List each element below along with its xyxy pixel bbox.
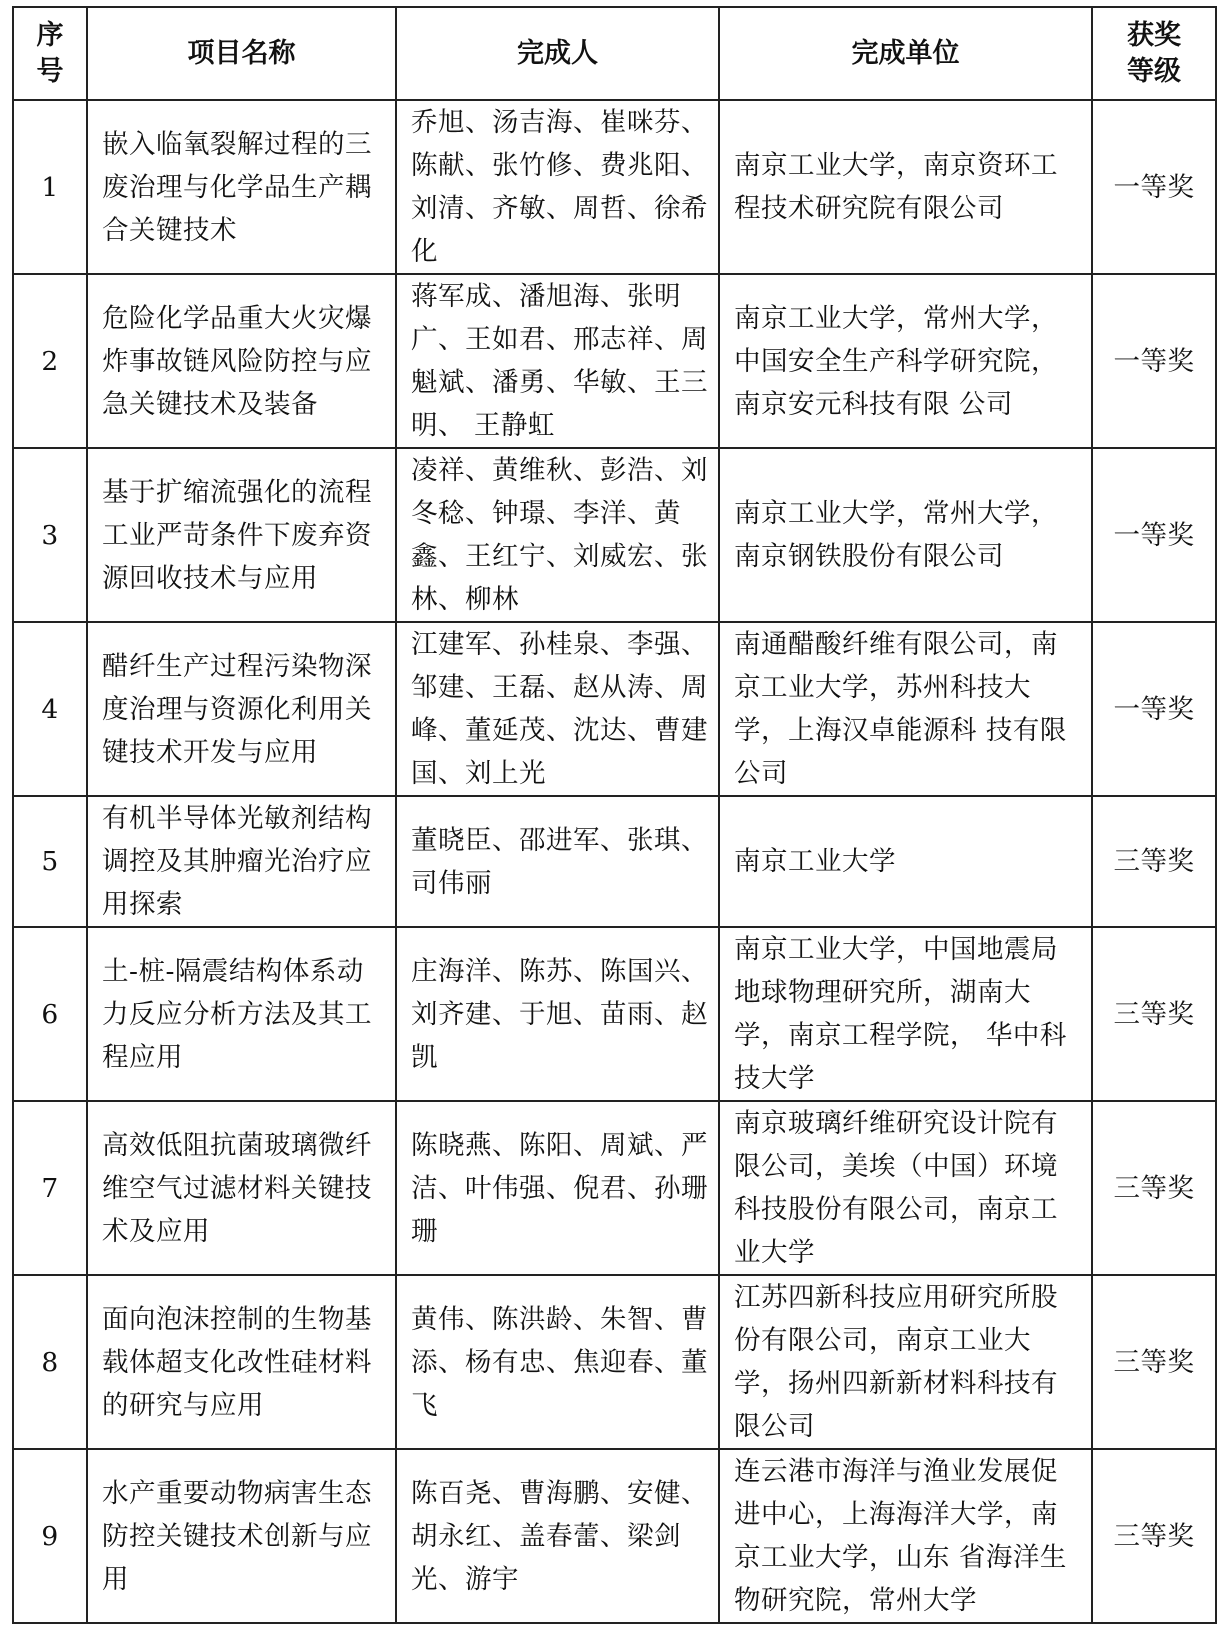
cell-level: 三等奖 [1092, 927, 1216, 1101]
cell-project: 高效低阻抗菌玻璃微纤维空气过滤材料关键技术及应用 [87, 1101, 396, 1275]
cell-index: 9 [13, 1449, 87, 1623]
table-row [13, 1101, 1216, 1275]
cell-level: 一等奖 [1092, 448, 1216, 622]
table-row [13, 622, 1216, 796]
cell-index: 1 [13, 100, 87, 274]
table-row [13, 448, 1216, 622]
cell-level: 一等奖 [1092, 622, 1216, 796]
cell-level: 一等奖 [1092, 274, 1216, 448]
cell-project: 水产重要动物病害生态防控关键技术创新与应用 [87, 1449, 396, 1623]
cell-units: 南京工业大学，常州大学，中国安全生产科学研究院，南京安元科技有限 公司 [719, 274, 1092, 448]
table-row [13, 100, 1216, 274]
cell-index: 3 [13, 448, 87, 622]
cell-units: 南京工业大学 [719, 796, 1092, 927]
header-units: 完成单位 [719, 7, 1092, 100]
cell-project: 危险化学品重大火灾爆炸事故链风险防控与应急关键技术及装备 [87, 274, 396, 448]
header-row [13, 7, 1216, 100]
table-row [13, 274, 1216, 448]
cell-people: 庄海洋、陈苏、陈国兴、刘齐建、于旭、苗雨、赵凯 [396, 927, 719, 1101]
cell-units: 南通醋酸纤维有限公司，南京工业大学，苏州科技大学，上海汉卓能源科 技有限公司 [719, 622, 1092, 796]
header-index: 序 号 [13, 7, 87, 100]
cell-people: 董晓臣、邵进军、张琪、司伟丽 [396, 796, 719, 927]
cell-units: 南京工业大学，南京资环工程技术研究院有限公司 [719, 100, 1092, 274]
table-row [13, 927, 1216, 1101]
header-project: 项目名称 [87, 7, 396, 100]
header-level: 获奖 等级 [1092, 7, 1216, 100]
cell-project: 嵌入临氧裂解过程的三废治理与化学品生产耦合关键技术 [87, 100, 396, 274]
cell-project: 面向泡沫控制的生物基载体超支化改性硅材料的研究与应用 [87, 1275, 396, 1449]
table-row [13, 1275, 1216, 1449]
cell-people: 凌祥、黄维秋、彭浩、刘冬稔、钟璟、李洋、黄鑫、王红宁、刘威宏、张林、柳林 [396, 448, 719, 622]
cell-project: 醋纤生产过程污染物深度治理与资源化利用关键技术开发与应用 [87, 622, 396, 796]
cell-level: 一等奖 [1092, 100, 1216, 274]
table-row [13, 1449, 1216, 1623]
cell-project: 土-桩-隔震结构体系动力反应分析方法及其工程应用 [87, 927, 396, 1101]
cell-people: 陈晓燕、陈阳、周斌、严洁、叶伟强、倪君、孙珊珊 [396, 1101, 719, 1275]
cell-people: 蒋军成、潘旭海、张明广、王如君、邢志祥、周魁斌、潘勇、华敏、王三明、 王静虹 [396, 274, 719, 448]
cell-project: 基于扩缩流强化的流程工业严苛条件下废弃资源回收技术与应用 [87, 448, 396, 622]
cell-people: 陈百尧、曹海鹏、安健、胡永红、盖春蕾、梁剑光、游宇 [396, 1449, 719, 1623]
cell-level: 三等奖 [1092, 1101, 1216, 1275]
cell-units: 南京工业大学，常州大学，南京钢铁股份有限公司 [719, 448, 1092, 622]
cell-index: 6 [13, 927, 87, 1101]
cell-people: 江建军、孙桂泉、李强、邹建、王磊、赵从涛、周峰、董延茂、沈达、曹建 国、刘上光 [396, 622, 719, 796]
cell-index: 4 [13, 622, 87, 796]
cell-index: 8 [13, 1275, 87, 1449]
cell-level: 三等奖 [1092, 1449, 1216, 1623]
table-row [13, 796, 1216, 927]
cell-units: 南京工业大学，中国地震局地球物理研究所，湖南大学，南京工程学院， 华中科技大学 [719, 927, 1092, 1101]
header-people: 完成人 [396, 7, 719, 100]
cell-units: 江苏四新科技应用研究所股份有限公司，南京工业大学，扬州四新新材料科技有限公司 [719, 1275, 1092, 1449]
cell-level: 三等奖 [1092, 796, 1216, 927]
cell-index: 2 [13, 274, 87, 448]
awards-table [12, 6, 1217, 1624]
cell-people: 黄伟、陈洪龄、朱智、曹添、杨有忠、焦迎春、董飞 [396, 1275, 719, 1449]
cell-index: 7 [13, 1101, 87, 1275]
cell-units: 南京玻璃纤维研究设计院有限公司，美埃（中国）环境科技股份有限公司，南京工业大学 [719, 1101, 1092, 1275]
cell-level: 三等奖 [1092, 1275, 1216, 1449]
cell-project: 有机半导体光敏剂结构调控及其肿瘤光治疗应用探索 [87, 796, 396, 927]
cell-index: 5 [13, 796, 87, 927]
cell-people: 乔旭、汤吉海、崔咪芬、陈献、张竹修、费兆阳、刘清、齐敏、周哲、徐希化 [396, 100, 719, 274]
cell-units: 连云港市海洋与渔业发展促进中心，上海海洋大学，南京工业大学，山东 省海洋生物研究院，常州大学 [719, 1449, 1092, 1623]
